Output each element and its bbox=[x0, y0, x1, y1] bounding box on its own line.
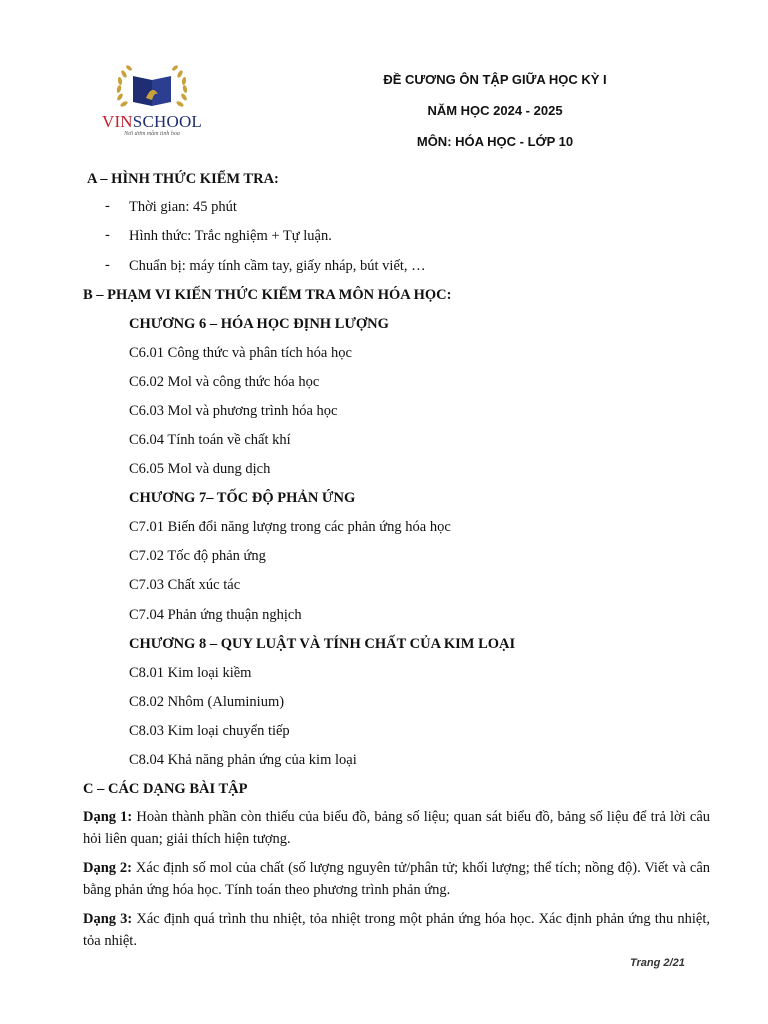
chapter-item: C6.03 Mol và phương trình hóa học bbox=[129, 403, 338, 419]
section-c-title: C – CÁC DẠNG BÀI TẬP bbox=[83, 781, 248, 797]
chapter-item: C7.03 Chất xúc tác bbox=[129, 577, 241, 593]
chapter-item: C8.02 Nhôm (Aluminium) bbox=[129, 694, 285, 710]
subject-grade: MÔN: HÓA HỌC - LỚP 10 bbox=[416, 134, 574, 149]
chapter-item: C6.04 Tính toán về chất khí bbox=[129, 432, 291, 448]
exercise-label: Dạng 3: bbox=[83, 911, 133, 927]
bullet-marker: - bbox=[105, 227, 110, 243]
chapter-item: C8.03 Kim loại chuyển tiếp bbox=[129, 723, 290, 739]
page-number: Trang 2/21 bbox=[630, 957, 685, 969]
chapter-item: C6.02 Mol và công thức hóa học bbox=[129, 374, 320, 390]
exercise-text: Xác định quá trình thu nhiệt, tỏa nhiệt trong một phản ứng hóa học. Xác định phản ứng thu nhiệt, tỏa nhiệt. bbox=[83, 911, 710, 949]
chapter-item: C7.02 Tốc độ phản ứng bbox=[129, 548, 266, 564]
chapter-item: C6.05 Mol và dung dịch bbox=[129, 461, 271, 477]
document-title: ĐỀ CƯƠNG ÔN TẬP GIỮA HỌC KỲ I bbox=[383, 72, 607, 87]
laurel-book-icon bbox=[100, 62, 204, 114]
chapter-item: C8.04 Khả năng phản ứng của kim loại bbox=[129, 752, 357, 768]
section-a-item: Hình thức: Trắc nghiệm + Tự luận. bbox=[129, 228, 332, 244]
exercise-text: Xác định số mol của chất (số lượng nguyên tử/phân tử; khối lượng; thể tích; nồng độ). Viết và cân bằng phản ứng hóa học. Tính toán theo phương trình phản ứng. bbox=[83, 860, 711, 898]
exercise-type-3 bbox=[83, 908, 710, 952]
chapter-item: C7.01 Biến đổi năng lượng trong các phản ứng hóa học bbox=[129, 519, 451, 535]
exercise-type-1 bbox=[83, 806, 710, 850]
school-year: NĂM HỌC 2024 - 2025 bbox=[427, 103, 563, 118]
chapter-title: CHƯƠNG 6 – HÓA HỌC ĐỊNH LƯỢNG bbox=[129, 316, 389, 332]
vinschool-logo bbox=[100, 62, 204, 138]
brand-slogan: Nơi ươm mầm tinh hoa bbox=[124, 131, 180, 137]
bullet-marker: - bbox=[105, 198, 110, 214]
section-a-item: Chuẩn bị: máy tính cầm tay, giấy nháp, bút viết, … bbox=[129, 258, 426, 274]
bullet-marker: - bbox=[105, 257, 110, 273]
chapter-item: C7.04 Phản ứng thuận nghịch bbox=[129, 607, 302, 623]
exercise-type-2 bbox=[83, 857, 710, 901]
brand-name: VINSCHOOL bbox=[101, 112, 203, 131]
chapter-item: C6.01 Công thức và phân tích hóa học bbox=[129, 345, 352, 361]
chapter-title: CHƯƠNG 8 – QUY LUẬT VÀ TÍNH CHẤT CỦA KIM LOẠI bbox=[129, 636, 516, 652]
exercise-label: Dạng 2: bbox=[83, 860, 133, 876]
section-a-title: A – HÌNH THỨC KIỂM TRA: bbox=[87, 171, 279, 187]
exercise-text: Hoàn thành phần còn thiếu của biểu đồ, bảng số liệu; quan sát biểu đồ, bảng số liệu để trả lời câu hỏi liên quan; giải thích hiện tượng. bbox=[83, 809, 710, 847]
exercise-label: Dạng 1: bbox=[83, 809, 133, 825]
chapter-title: CHƯƠNG 7– TỐC ĐỘ PHẢN ỨNG bbox=[129, 490, 356, 506]
chapter-item: C8.01 Kim loại kiềm bbox=[129, 665, 252, 681]
section-b-title: B – PHẠM VI KIẾN THỨC KIỂM TRA MÔN HÓA HỌC: bbox=[83, 287, 452, 303]
section-a-item: Thời gian: 45 phút bbox=[129, 199, 237, 215]
